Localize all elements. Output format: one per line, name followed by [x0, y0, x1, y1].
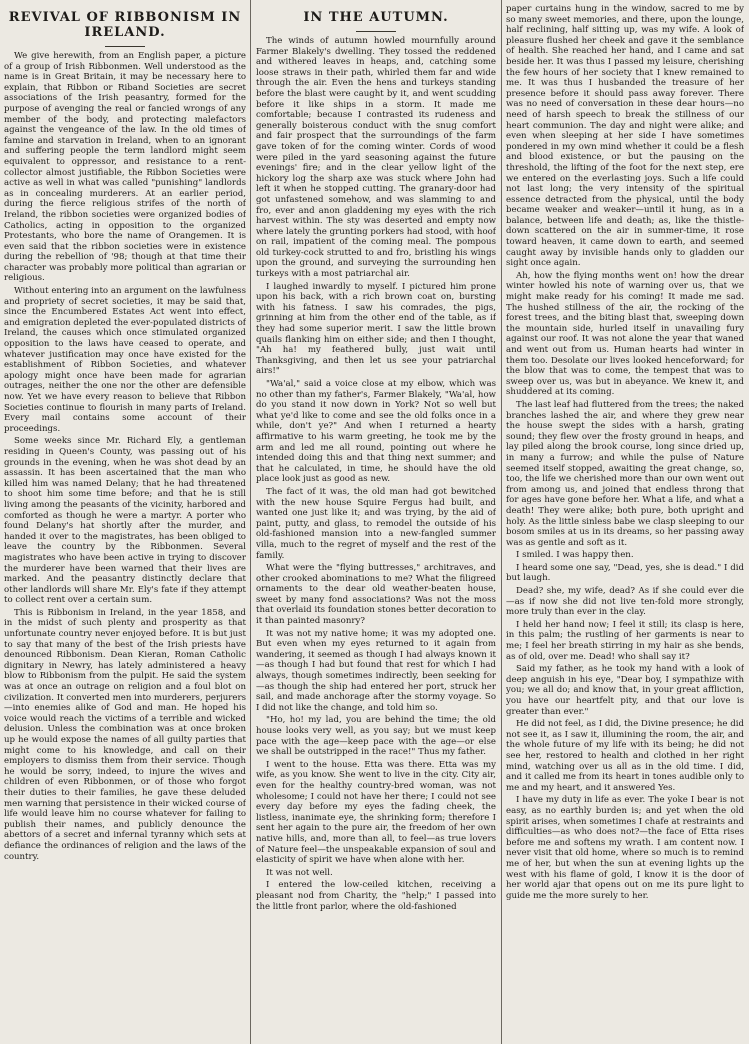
story-paragraph: Dead? she, my wife, dead? As if she could ever die—as if now she did not live ten-fold more strongly, more truly than ever in the clay. [506, 586, 744, 618]
story-paragraph: Ah, how the flying months went on! how the drear winter howled his note of warning over us, that we might make ready for his coming! It made me sad. The hushed stillness of the air, the rocking of the forest trees, and the biting blast that, sweeping down the mountain side, hurled itself in unavailing fury against our roof. It was not alone the year that waned and went out from us. Human hearts had winter in them too. Desolate our lives looked henceforward; for the blow that was to come, the tempest that was to sweep over us, was but in abeyance. We knew it, and shuddered at its coming. [506, 270, 744, 398]
story-paragraph: "Ho, ho! my lad, you are behind the time; the old house looks very well, as you say; but we must keep pace with the age—keep pace with the age—or else we shall be outstripped in the race!" Thus my father. [256, 715, 496, 758]
story-paragraph: Said my father, as he took my hand with a look of deep anguish in his eye, "Dear boy, I sympathize with you; we all do; and know that, in your great affliction, you have our heartfelt pity, and that our love is greater than ever." [506, 664, 744, 717]
article-paragraph: We give herewith, from an English paper, a picture of a group of Irish Ribbonmen. Well understood as the name is in Great Britain, it may be necessary here to explain, that Ribbon or Riband Societies are secret associations of the Irish peasantry, formed for the purpose of avenging the real or fancied wrongs of any member of the body, and protecting malefactors against the vengeance of the law. In the old times of famine and starvation in Ireland, when to an ignorant and suffering people the term landlord might seem equivalent to oppressor, and resistance to a rent-collector almost justifiable, the Ribbon Societies were active as well in what was called "punishing" landlords as in concealing murderers. At an earlier period, during the fierce religious strifes of the north of Ireland, the ribbon societies were organized bodies of Catholics, acting in opposition to the organized Protestants, who bore the name of Orangemen. It is even said that the ribbon societies were in existence during the rebellion of '98; though at that time their character was probably more political than agrarian or religious. [4, 51, 246, 284]
column-rule-left [250, 0, 251, 1044]
column-ribbonism [4, 4, 246, 1040]
story-paragraph: paper curtains hung in the window, sacred to me by so many sweet memories, and there, upon the lounge, half reclining, half sitting up, was my wife. A look of pleasure flushed her cheek and gave it the semblance of health. She reached her hand, and I came and sat beside her. It was thus I passed my leisure, cherishing the few hours of her society that I knew remained to me. It was thus I husbanded the treasure of her presence before it should pass away forever. There was no need of conversation in these dear hours—no need of harsh speech to break the stillness of our heart communion. The day and night were alike; and even when sleeping at her side I have sometimes pondered in my own mind whether it could be a flesh and blood existence, or but the pausing on the threshold, the lifting of the foot for the next step, ere we entered on the everlasting joys. Such a life could not last long; the very intensity of the spiritual essence detracted from the physical, until the body became weaker and weaker—until it hung, as in a balance, between life and death; as, like the thistle-down scattered on the air in summer-time, it rose toward heaven, it came down to earth, and seemed caught away by invisible hands only to gladden our sight once again. [506, 4, 744, 269]
article-title-autumn: IN THE AUTUMN. [303, 10, 449, 25]
title-divider [356, 31, 396, 32]
article-paragraph: This is Ribbonism in Ireland, in the year 1858, and in the midst of such plenty and prosperity as that unfortunate country never enjoyed before. It is but just to say that many of the best of the Irish priests have denounced Ribbonism. Dean Kieran, Roman Catholic dignitary in Newry, has lately administered a heavy blow to Ribbonism from the pulpit. He said the system was at once an outrage on religion and a foul blot on civilization. It converted men into murderers, perjurers—into enemies alike of God and man. He hoped his voice would reach the victims of a terrible and wicked delusion. Unless the combination was at once broken up he would expose the names of all guilty parties that might come to his knowledge, and call on their employers to dismiss them from their service. Though he would be sorry, indeed, to injure the wives and children of even Ribbonmen, or of those who forgot their duties to their families, he gave these deluded men warning that persistence in their wicked course of life would leave him no course whatever for failing to publish their names, and publicly denounce the abettors of a secret and infernal tyranny which sets at defiance the ordinances of religion and the laws of the country. [4, 607, 246, 862]
story-paragraph: I went to the house. Etta was there. Etta was my wife, as you know. She went to live in the city. City air, even for the healthy country-bred woman, was not wholesome; I could not have her there; I could not see every day before my eyes the fading cheek, the listless, inanimate eye, the shrinking form; therefore I sent her again to the pure air, the freedom of her own native hills, and, more than all, to feel—as true lovers of Nature feel—the unspeakable expansion of soul and elasticity of spirit we have when alone with her. [256, 759, 496, 866]
story-paragraph: What were the "flying buttresses," architraves, and other crooked abominations to me? What the filigreed ornaments to the dear old weather-beaten house, sweet by many fond associations? Was not the moss that overlaid its foundation stones better decoration to it than painted masonry? [256, 563, 496, 627]
story-paragraph: He did not feel, as I did, the Divine presence; he did not see it, as I saw it, illumining the room, the air, and the whole future of my life with its being; he did not see her, restored to health and clothed in her right mind, watching over us all as in the old time. I did, and it called me from its heart in tones audible only to me and my heart, and it answered Yes. [506, 719, 744, 793]
story-paragraph: I entered the low-ceiled kitchen, receiving a pleasant nod from Charity, the "help;" I passed into the little front parlor, where the old-fashioned [256, 880, 496, 912]
article-paragraph: Without entering into an argument on the lawfulness and propriety of secret societies, it may be said that, since the Encumbered Estates Act went into effect, and emigration depleted the ever-populated districts of Ireland, the causes which once stimulated organized opposition to the laws have ceased to operate, and whatever justification may once have existed for the establishment of Ribbon Societies, and whatever apology might once have been made for agrarian outrages, neither the one nor the other are defensible now. Yet we have every reason to believe that Ribbon Societies continue to flourish in many parts of Ireland. Every mail contains some account of their proceedings. [4, 286, 246, 434]
column-rule-right [501, 0, 502, 1044]
story-paragraph: I laughed inwardly to myself. I pictured him prone upon his back, with a rich brown coat on, bursting with his fatness. I saw his comrades, the pigs, grinning at him from the other end of the table, as if they had some superior merit. I saw the little brown quails flanking him on either side; and then I thought, "Ah ha! my feathered bully, just wait until Thanksgiving, and then let us see your patriarchal airs!" [256, 281, 496, 377]
title-divider [105, 46, 145, 47]
story-paragraph: It was not well. [266, 867, 333, 878]
column-autumn [256, 4, 496, 1040]
story-paragraph: The last leaf had fluttered from the trees; the naked branches lashed the air, and where they grew near the house swept the sides with a harsh, grating sound; they flew over the frosty ground in heaps, and lay piled along the brook course, long since dried up, in many a furrow; and while the pulse of Nature seemed itself stopped, awaiting the great change, so, too, the life we cherished more than our own went out from among us, and joined that endless throng that for ages have gone before her. What a life, and what a death! They were alike; both pure, both upright and holy. As the little sinless babe we clasp sleeping to our bosom smiles at us in its dreams, so her passing away was as gentle and soft as it. [506, 399, 744, 548]
article-title-ribbonism: REVIVAL OF RIBBONISM IN IRELAND. [8, 10, 242, 40]
story-paragraph: It was not my native home; it was my adopted one. But even when my eyes returned to it again from wandering, it seemed as though I had always known it—as though I had but found that rest for which I had always, though sometimes indirectly, been seeking for—as though the ship had entered her port, struck her sail, and made anchorage after the stormy voyage. So I did not like the change, and told him so. [256, 628, 496, 713]
story-paragraph: I have my duty in life as ever. The yoke I bear is not easy, as no earthly burden is; and yet when the old spirit arises, when sometimes I chafe at restraints and difficulties—as who does not?—the face of Etta rises before me and softens my wrath. I am content now. I never visit that old home, where so much is to remind me of her, but when the sun at evening lights up the west with his flame of gold, I know it is the door of her world ajar that opens out on me its pure light to guide me the more surely to her. [506, 795, 744, 901]
story-paragraph: I smiled. I was happy then. [516, 550, 634, 561]
story-paragraph: The fact of it was, the old man had got bewitched with the new house Squire Fergus had built, and wanted one just like it; and was trying, by the aid of paint, putty, and glass, to remodel the outside of his old-fashioned mansion into a new-fangled summer villa, much to the regret of myself and the rest of the family. [256, 486, 496, 561]
story-paragraph: The winds of autumn howled mournfully around Farmer Blakely's dwelling. They tossed the reddened and withered leaves in heaps, and, catching some loose straws in their path, whirled them far and wide through the air. Even the hens and turkeys standing before the blast were caught by it, and went scudding before it like ships in a storm. It made me comfortable; because I contrasted its rudeness and generally boisterous conduct with the snug comfort and fair prospect that the surroundings of the farm gave token of for the coming winter. Cords of wood were piled in the yard seasoning against the future evenings' fire; and in the clear yellow light of the hickory log the sharp axe was stuck where John had left it when he stopped cutting. The granary-door had got unfastened somehow, and was slamming to and fro, ever and anon gladdening my eyes with the rich harvest within. The sty was deserted and empty now where lately the grunting porkers had stood, with hoof on rail, impatient of the coming meal. The pompous old turkey-cock strutted to and fro, bristling his wings upon the ground, and surveying the surrounding hen turkeys with a most patriarchal air. [256, 36, 496, 280]
article-paragraph: Some weeks since Mr. Richard Ely, a gentleman residing in Queen's County, was passing out of his grounds in the evening, when he was shot dead by an assassin. It has been ascertained that the man who killed him was named Delany; that he had threatened to shoot him some time before; and that he is still living among the peasants of the vicinity, harbored and comforted as though he were a martyr. A porter who found Delany's hat shortly after the murder, and handed it over to the magistrates, has been obliged to leave the country by the Ribbonmen. Several magistrates who have been active in trying to discover the murderer have been warned that their lives are marked. And the peasantry distinctly declare that other landlords will share Mr. Ely's fate if they attempt to collect rent over a certain sum. [4, 436, 246, 606]
story-paragraph: I heard some one say, "Dead, yes, she is dead." I did but laugh. [506, 562, 744, 584]
story-paragraph: I held her hand now; I feel it still; its clasp is here, in this palm; the rustling of her garments is near to me; I feel her breath stirring in my hair as she bends, as of old, over me. Dead! who shall say it? [506, 619, 744, 662]
column-autumn-continued [506, 4, 744, 1040]
story-paragraph: "Wa'al," said a voice close at my elbow, which was no other than my father's, Farmer Blakely, "Wa'al, how do you stand it now down in York? Not so well but what ye'd like to come and see the old folks once in a while, don't ye?" And when I returned a hearty affirmative to his warm greeting, he took me by the arm and led me all round, pointing out where he intended doing this and that thing next summer; and that he calculated, in time, he should have the old place look just as good as new. [256, 379, 496, 485]
